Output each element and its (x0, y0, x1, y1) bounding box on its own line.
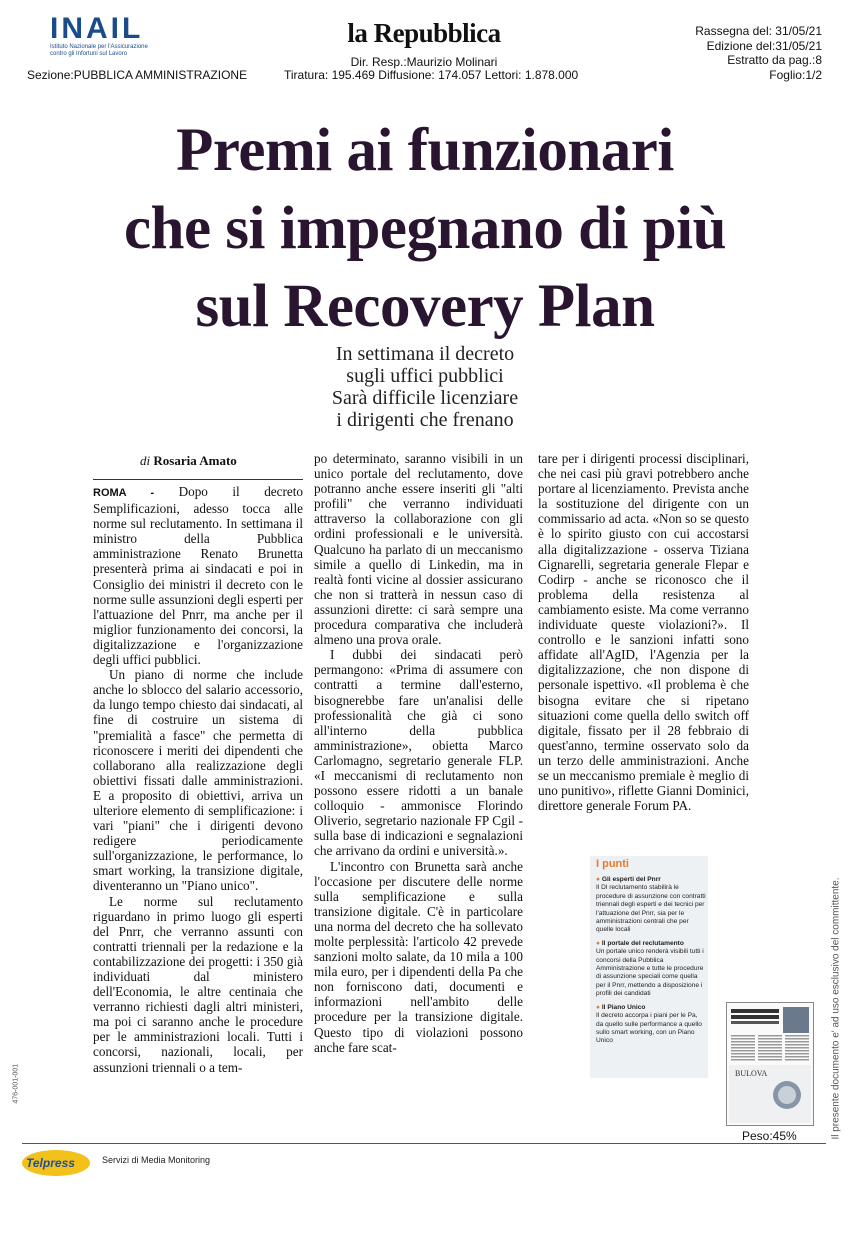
paragraph: Un piano di norme che include anche lo sblocco del salario accessorio, da lungo tempo chiesto dai sindacati, al fine di costruire un sistema di "premialità a fasce" che permetta di riconoscere i meriti dei dipendenti che collaborano alla realizzazione degli obiettivi fissati dalle amministrazioni. E a proposito di obiettivi, arriva un ulteriore elemento di semplificazione: i vari "piani" che i dirigenti devono redigere periodicamente sull'organizzazione, le performance, lo smart working, la transizione digitale, diventeranno un "Piano unico". (93, 667, 303, 894)
thumbnail-brand: BULOVA (735, 1069, 768, 1078)
key-point-text: Un portale unico renderà visibili tutti i concorsi della Pubblica Amministrazione e tutte le procedure di assunzione speciali come quella per il Pnrr, mettendo a disposizione i profili dei candidati (596, 948, 704, 998)
key-point-item (596, 940, 706, 999)
page-thumbnail (726, 1002, 814, 1126)
inail-logo-word: INAIL (50, 12, 144, 45)
dateline: ROMA - (93, 487, 155, 499)
footer-divider (22, 1143, 826, 1144)
paragraph: tare per i dirigenti processi disciplinari, che nei casi più gravi potrebbero anche portare al licenziamento. Prevista anche la sostituzione del dirigente con un commissario ad acta. «Non so se questo è lo spirito giusto con cui accostarsi alla digitalizzazione - osserva Tiziana Cignarelli, segretaria generale Flepar e Codirp - anche se riconosco che il problema della resistenza al cambiamento esiste. Ma come verranno individuate queste violazioni?». Il controllo e le sanzioni infatti sono affidate all'AgID, l'Agenzia per la digitalizzazione, che non dispone di personale ispettivo. «Il problema è che bisogna evitare che si ripetano situazioni come quella dello switch off digitale, fissato per il 28 febbraio di quest'anno, termine osservato solo da un terzo delle amministrazioni. Anche se un meccanismo premiale è meglio di uno punitivo», riflette Gianni Dominici, direttore generale Forum PA. (538, 451, 749, 814)
key-point-heading: Il portale del reclutamento (601, 939, 684, 947)
subhead-line-4: i dirigenti che frenano (336, 409, 514, 431)
headline-line-2: che si impegnano di più (123, 195, 727, 262)
bullet-icon: ● (596, 939, 600, 947)
paragraph (93, 484, 303, 667)
key-points-title: I punti (596, 858, 629, 870)
key-points-list (596, 876, 706, 1051)
key-point-item (596, 876, 706, 935)
section-label: Sezione:PUBBLICA AMMINISTRAZIONE (27, 68, 248, 82)
article-column-2 (314, 451, 523, 1055)
bullet-icon: ● (596, 876, 600, 883)
weight-label: Peso:45% (742, 1129, 797, 1143)
key-point-item (596, 1004, 706, 1046)
article-column-3 (538, 451, 749, 813)
document-id: 476-001-001 (12, 1063, 20, 1104)
subhead-line-2: sugli uffici pubblici (346, 365, 504, 387)
subhead-line-3: Sarà difficile licenziare (331, 387, 519, 409)
paragraph-text: Dopo il decreto Semplificazioni, adesso tocca alle norme sul reclutamento. In settimana il ministro della Pubblica amministrazione Renato Brunetta presenterà prima ai sindacati e poi in Consiglio dei ministri il decreto con le norme sulle assunzioni degli esperti per l'attuazione del Pnrr, ma anche per il miglior funzionamento dei concorsi, la digitalizzazione e l'organizzazione degli uffici pubblici. (93, 484, 303, 668)
byline-prefix: di (140, 453, 151, 468)
key-point-heading: Gli esperti del Pnrr (601, 876, 661, 883)
circulation-line: Tiratura: 195.469 Diffusione: 174.057 Lettori: 1.878.000 (284, 68, 579, 82)
inail-logo (50, 14, 180, 66)
bullet-icon: ● (596, 1003, 600, 1011)
press-review-meta (695, 24, 822, 82)
byline-divider (93, 479, 303, 480)
editor-line: Dir. Resp.:Maurizio Molinari (350, 55, 498, 69)
paragraph: po determinato, saranno visibili in un unico portale del reclutamento, dove potranno anche essere inseriti gli "alti profili" che verranno individuati attraverso la collaborazione con gli ordini professionali e le università. Qualcuno ha parlato di un meccanismo simile a quello di Linkedin, ma in realtà fonti vicine al dossier assicurano che non si tratterà in nessun caso di assunzioni dirette: ci sarà sempre una procedura comparativa che includerà almeno una prova orale. (314, 451, 523, 648)
rassegna-date: Rassegna del: 31/05/21 (695, 24, 822, 38)
subhead-line-1: In settimana il decreto (335, 343, 515, 365)
key-point-text: Il Dl reclutamento stabilirà le procedure di assunzione con contratti triennali degli esperti e dei tecnici per l'attuazione del Pnrr, sia per le amministrazioni centrali che per quelle locali (596, 884, 706, 934)
byline-author: Rosaria Amato (153, 453, 237, 468)
edizione-date: Edizione del:31/05/21 (706, 38, 822, 53)
footer-service-label: Servizi di Media Monitoring (102, 1155, 211, 1165)
estratto-page: Estratto da pag.:8 (727, 53, 822, 67)
foglio-count: Foglio:1/2 (769, 67, 822, 82)
article-headline (60, 112, 790, 346)
byline (140, 453, 237, 469)
paragraph: Le norme sul reclutamento riguardano in primo luogo gli esperti del Pnrr, che verranno assunti con contratti triennali per la redazione e la contabilizzazione dei progetti: i 350 già individuati dal ministero dell'Economia, le altre centinaia che verranno richiesti dagli altri ministeri, ma poi ci saranno anche le procedure per le amministrazioni locali. Tutti i concorsi, nazionali, locali, per assunzioni triennali o a tem- (93, 893, 303, 1075)
paragraph: L'incontro con Brunetta sarà anche l'occasione per discutere delle norme sulla semplificazione e sulla transizione digitale. C'è in particolare una norma del decreto che ha sollevato molte perplessità: l'articolo 42 prevede sanzioni molto salate, da 10 mila a 100 mila euro, per i dipendenti della Pa che non forniscono dati, documenti e informazioni nell'ambito delle procedure per la transizione digitale. Questo tipo di violazioni possono anche fare scat- (314, 858, 523, 1055)
headline-line-3: sul Recovery Plan (195, 273, 655, 340)
disclaimer-note: Il presente documento e' ad uso esclusivo del committente. (830, 877, 842, 1140)
article-subheading (300, 343, 550, 431)
paragraph: I dubbi dei sindacati però permangono: «Prima di assumere con contratti a termine dall'esterno, bisognerebbe fare un'analisi delle professionalità che già ci sono all'interno della pubblica amministrazione», obietta Marco Carlomagno, segretario generale FLP. «I meccanismi di reclutamento non possono essere ridotti a un banale colloquio - ammonisce Florindo Oliverio, segretario nazionale FP Cgil - sulla base di indicazioni e segnalazioni che arrivano da ordini e università.». (314, 647, 523, 859)
inail-logo-subtitle-2: contro gli Infortuni sul Lavoro (50, 51, 128, 57)
thumbnail-image (727, 1003, 813, 1125)
key-point-heading: Il Piano Unico (601, 1003, 646, 1011)
article-column-1 (93, 484, 303, 1075)
key-point-text: Il decreto accorpa i piani per le Pa, da quello sulle performance a quello sullo smart working, con un Piano Unico (596, 1012, 702, 1045)
headline-line-1: Premi ai funzionari (176, 117, 674, 184)
telpress-logo-text: Telpress (26, 1156, 75, 1170)
inail-logo-subtitle-1: Istituto Nazionale per l'Assicurazione (50, 44, 148, 50)
newspaper-logo: la Repubblica (347, 18, 501, 48)
